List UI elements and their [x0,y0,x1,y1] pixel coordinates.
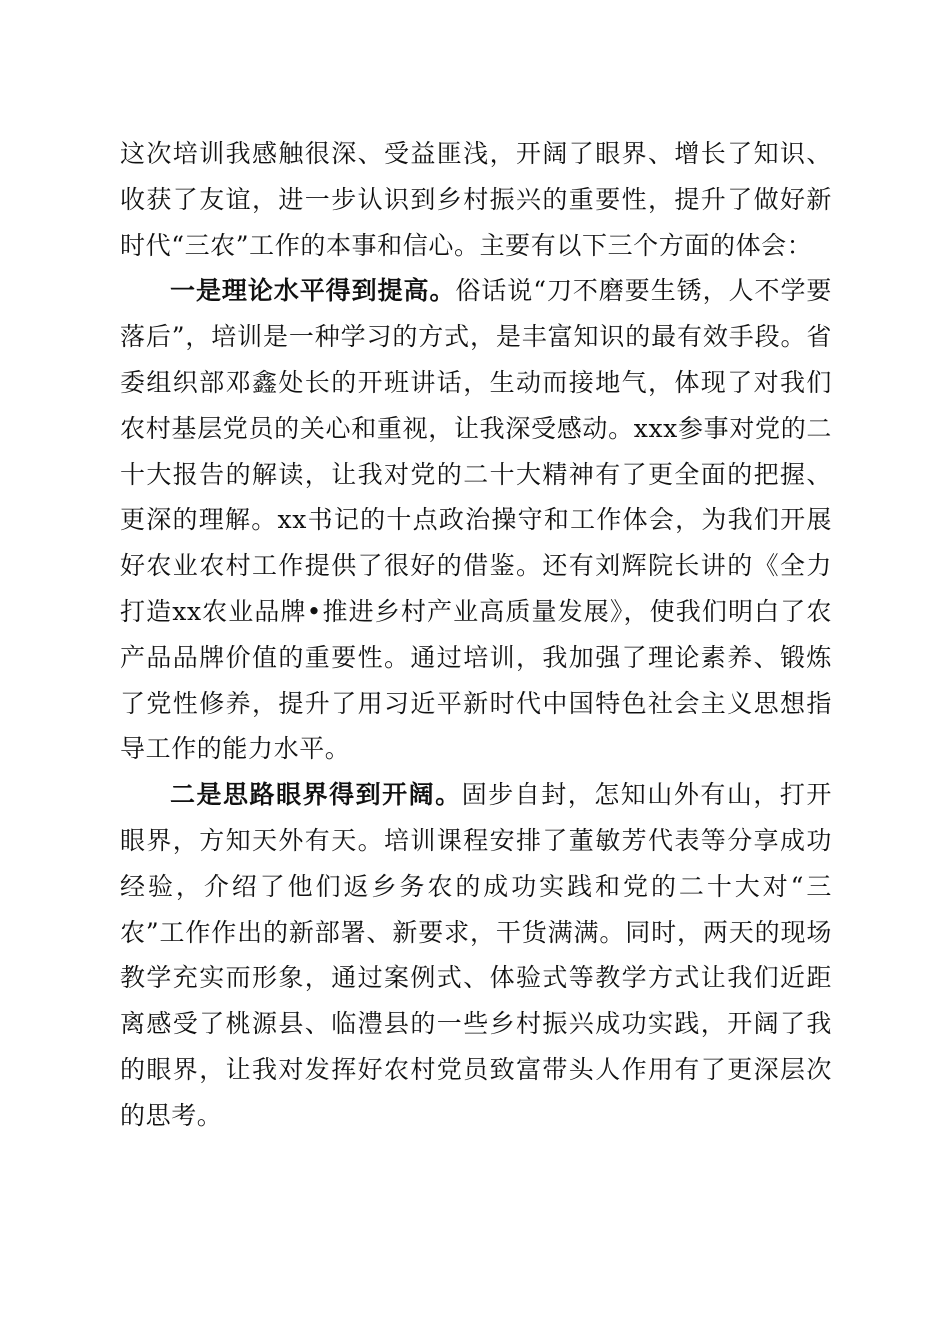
point-two-heading: 二是思路眼界得到开阔。 [170,780,462,810]
point-two-text: 固步自封，怎知山外有山，打开眼界，方知天外有天。培训课程安排了董敏芳代表等分享成功经验，介绍了他们返乡务农的成功实践和党的二十大对“三农”工作作出的新部署、新要求，干货满满。同时，两天的现场教学充实而形象，通过案例式、体验式等教学方式让我们近距离感受了桃源县、临澧县的一些乡村振兴成功实践，开阔了我的眼界，让我对发挥好农村党员致富带头人作用有了更深层次的思考。 [120,780,832,1130]
intro-paragraph-text: 这次培训我感触很深、受益匪浅，开阔了眼界、增长了知识、收获了友谊，进一步认识到乡村振兴的重要性，提升了做好新时代“三农”工作的本事和信心。主要有以下三个方面的体会： [120,139,832,260]
point-one-paragraph [120,268,832,772]
intro-paragraph [120,131,832,268]
point-one-heading: 一是理论水平得到提高。 [170,276,456,306]
point-two-paragraph [120,772,832,1138]
point-one-text: 俗话说“刀不磨要生锈，人不学要落后”，培训是一种学习的方式，是丰富知识的最有效手段。省委组织部邓鑫处长的开班讲话，生动而接地气，体现了对我们农村基层党员的关心和重视，让我深受感动。xxx参事对党的二十大报告的解读，让我对党的二十大精神有了更全面的把握、更深的理解。xx书记的十点政治操守和工作体会，为我们开展好农业农村工作提供了很好的借鉴。还有刘辉院长讲的《全力打造xx农业品牌•推进乡村产业高质量发展》，使我们明白了农产品品牌价值的重要性。通过培训，我加强了理论素养、锻炼了党性修养，提升了用习近平新时代中国特色社会主义思想指导工作的能力水平。 [120,276,832,764]
document-body [120,131,832,1139]
